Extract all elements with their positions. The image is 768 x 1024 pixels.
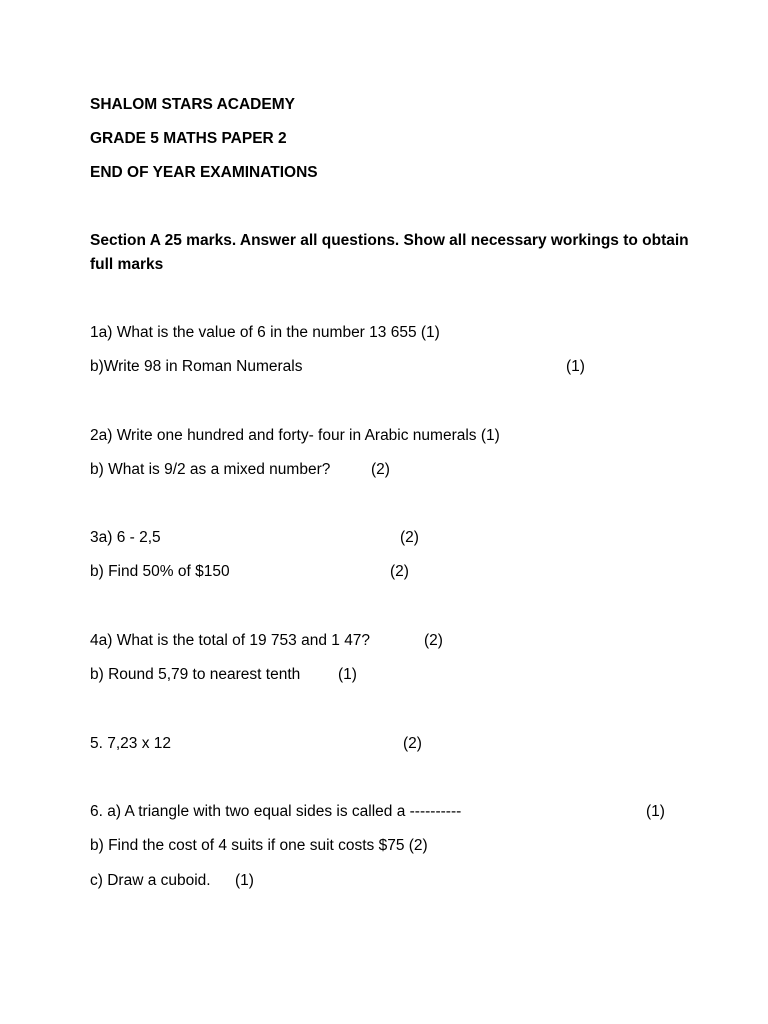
question-4a: 4a) What is the total of 19 753 and 1 47? (90, 632, 371, 649)
question-6c: c) Draw a cuboid. (90, 872, 211, 889)
question-6a: 6. a) A triangle with two equal sides is called a ---------- (90, 803, 462, 820)
question-3a: 3a) 6 - 2,5 (90, 529, 161, 546)
school-name: SHALOM STARS ACADEMY (90, 96, 295, 113)
question-2a: 2a) Write one hundred and forty- four in Arabic numerals (1) (90, 427, 500, 444)
question-3a-marks: (2) (400, 529, 419, 546)
question-3b: b) Find 50% of $150 (90, 563, 230, 580)
question-2b: b) What is 9/2 as a mixed number? (90, 461, 331, 478)
question-3b-marks: (2) (390, 563, 409, 580)
question-4a-marks: (2) (424, 632, 443, 649)
question-4b: b) Round 5,79 to nearest tenth (90, 666, 301, 683)
question-4b-marks: (1) (338, 666, 357, 683)
question-1a: 1a) What is the value of 6 in the number 13 655 (1) (90, 324, 440, 341)
exam-title: END OF YEAR EXAMINATIONS (90, 164, 318, 181)
question-5-marks: (2) (403, 735, 422, 752)
question-1b-marks: (1) (566, 358, 585, 375)
question-5: 5. 7,23 x 12 (90, 735, 172, 752)
question-6a-marks: (1) (646, 803, 665, 820)
question-6b: b) Find the cost of 4 suits if one suit costs $75 (2) (90, 837, 428, 854)
section-instructions: Section A 25 marks. Answer all questions. Show all necessary workings to obtain full marks (90, 232, 689, 273)
question-2b-marks: (2) (371, 461, 390, 478)
question-1b: b)Write 98 in Roman Numerals (90, 358, 303, 375)
question-6c-marks: (1) (235, 872, 254, 889)
paper-title: GRADE 5 MATHS PAPER 2 (90, 130, 287, 147)
